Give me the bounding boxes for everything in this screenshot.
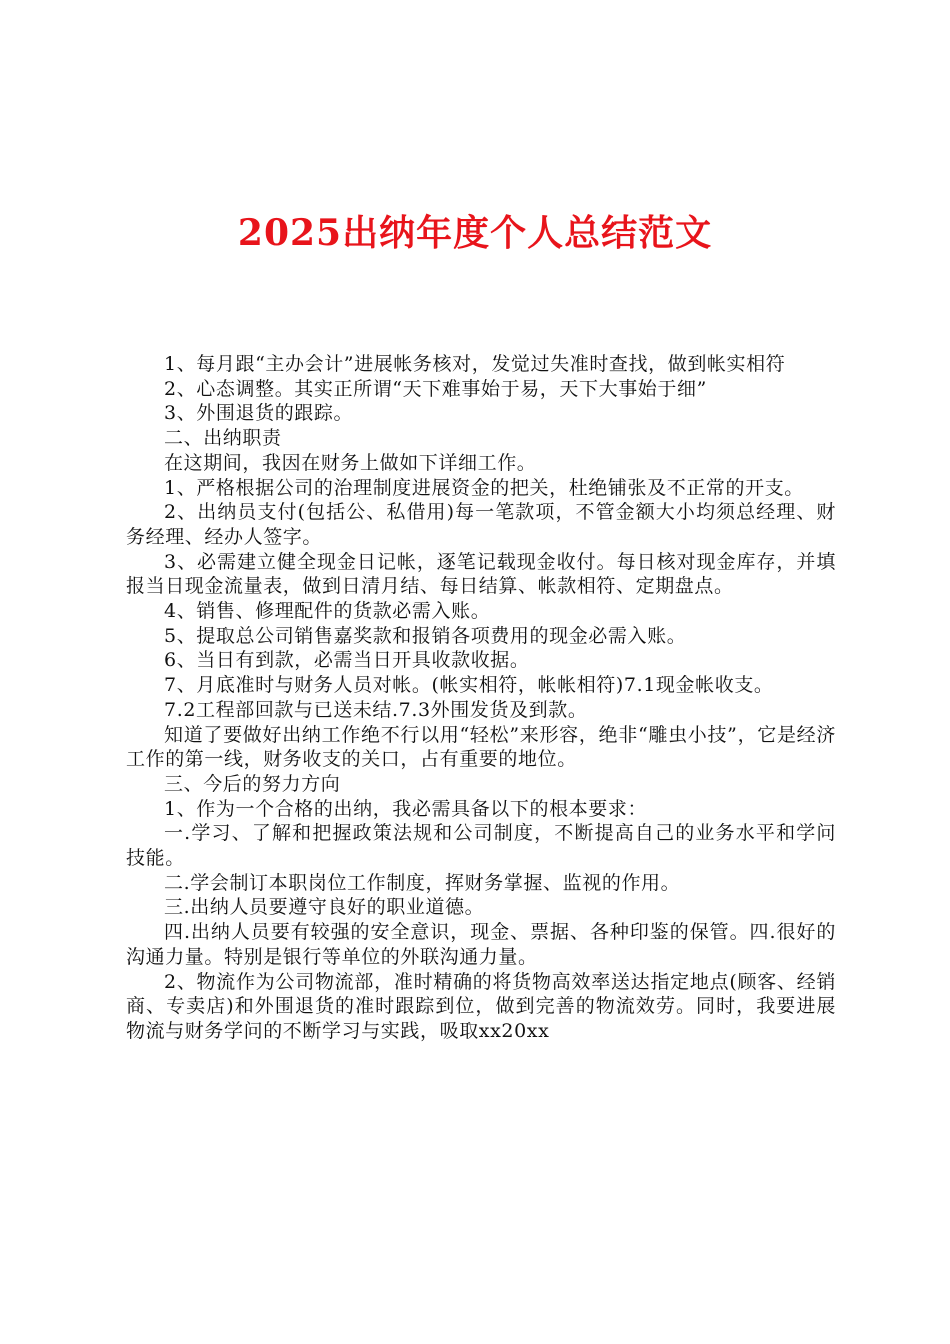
paragraph: 1、每月跟“主办会计”进展帐务核对，发觉过失准时查找，做到帐实相符	[164, 353, 786, 375]
paragraph: 4、销售、修理配件的货款必需入账。	[164, 600, 491, 623]
paragraph: 二.学会制订本职岗位工作制度，挥财务掌握、监视的作用。	[164, 871, 681, 894]
paragraph: 在这期间，我因在财务上做如下详细工作。	[164, 451, 537, 474]
paragraph: 7、月底准时与财务人员对帐。(帐实相符，帐帐相符)7.1现金帐收支。	[164, 674, 774, 697]
paragraph: 6、当日有到款，必需当日开具收款收据。	[164, 649, 530, 672]
paragraph: 3、外围退货的跟踪。	[164, 402, 354, 425]
document-title: 2025出纳年度个人总结范文	[237, 212, 713, 254]
document-body	[126, 352, 836, 1044]
paragraph: 1、作为一个合格的出纳，我必需具备以下的根本要求：	[164, 797, 648, 820]
paragraph: 知道了要做好出纳工作绝不行以用“轻松”来形容，绝非“雕虫小技”，它是经济工作的第一线，财务收支的关口，占有重要的地位。	[126, 723, 836, 771]
section-heading: 三、今后的努力方向	[164, 772, 341, 795]
paragraph: 5、提取总公司销售嘉奖款和报销各项费用的现金必需入账。	[164, 624, 687, 647]
paragraph: 3、必需建立健全现金日记帐，逐笔记载现金收付。每日核对现金库存，并填报当日现金流量表，做到日清月结、每日结算、帐款相符、定期盘点。	[126, 550, 836, 598]
section-heading: 二、出纳职责	[164, 427, 282, 450]
paragraph: 一.学习、了解和把握政策法规和公司制度，不断提高自己的业务水平和学问技能。	[126, 822, 836, 870]
paragraph: 2、心态调整。其实正所谓“天下难事始于易，天下大事始于细”	[164, 377, 707, 400]
paragraph: 四.出纳人员要有较强的安全意识，现金、票据、各种印鉴的保管。四.很好的沟通力量。特别是银行等单位的外联沟通力量。	[126, 921, 836, 968]
paragraph: 三.出纳人员要遵守良好的职业道德。	[164, 896, 485, 919]
paragraph: 2、出纳员支付(包括公、私借用)每一笔款项，不管金额大小均须总经理、财务经理、经办人签字。	[126, 501, 836, 548]
paragraph: 1、严格根据公司的治理制度进展资金的把关，杜绝铺张及不正常的开支。	[164, 476, 804, 499]
paragraph: 7.2工程部回款与已送未结.7.3外围发货及到款。	[164, 698, 588, 721]
paragraph: 2、物流作为公司物流部，准时精确的将货物高效率送达指定地点(顾客、经销商、专卖店)和外围退货的准时跟踪到位，做到完善的物流效劳。同时，我要进展物流与财务学问的不断学习与实践，吸取xx20xx	[126, 970, 836, 1042]
